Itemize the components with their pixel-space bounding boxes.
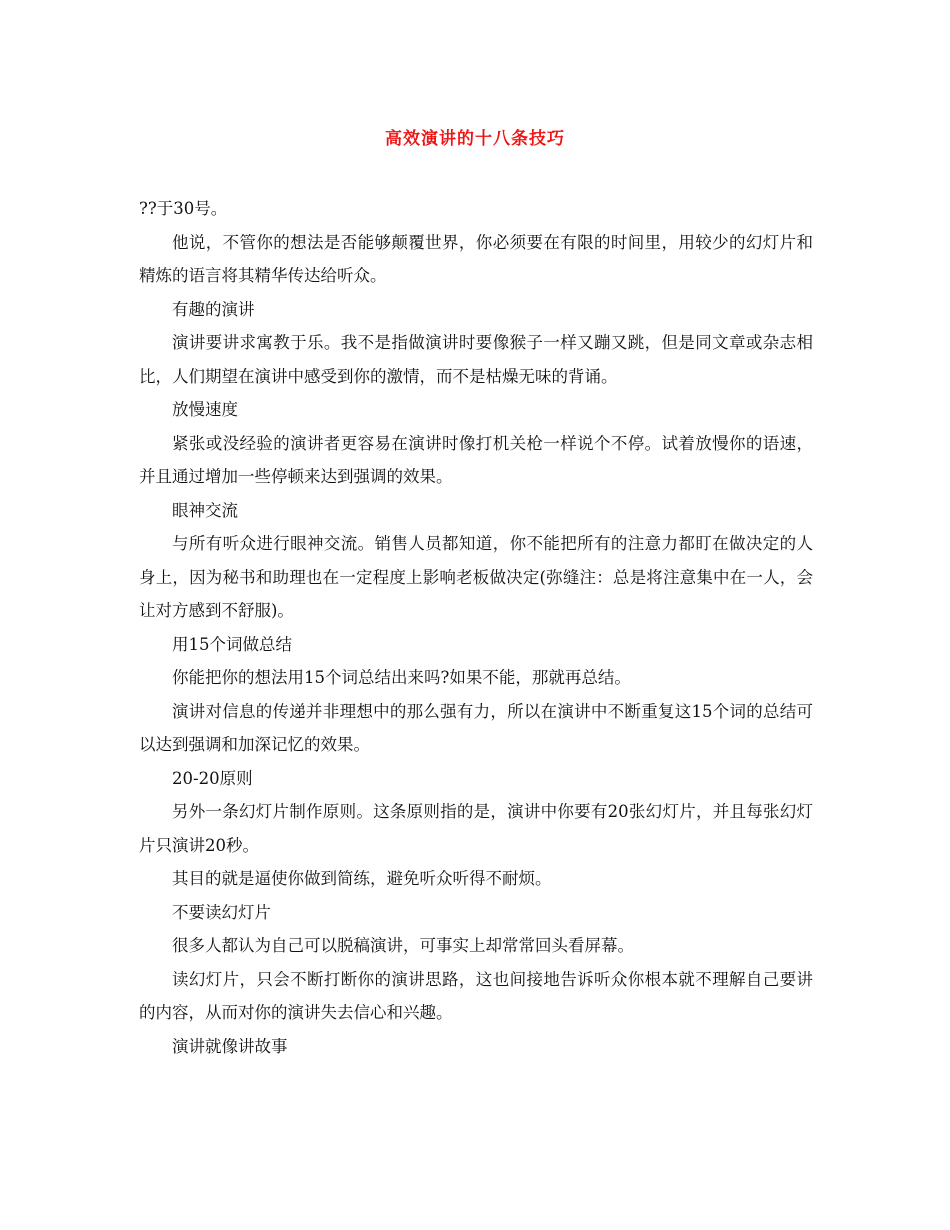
paragraph: 演讲对信息的传递并非理想中的那么强有力，所以在演讲中不断重复这15个词的总结可以达到强调和加深记忆的效果。 xyxy=(139,701,813,754)
paragraph: 读幻灯片，只会不断打断你的演讲思路，这也间接地告诉听众你根本就不理解自己要讲的内容，从而对你的演讲失去信心和兴趣。 xyxy=(139,969,813,1022)
paragraph: 另外一条幻灯片制作原则。这条原则指的是，演讲中你要有20张幻灯片，并且每张幻灯片只演讲20秒。 xyxy=(139,802,813,855)
section-heading: 放慢速度 xyxy=(172,400,238,419)
paragraph: ??于30号。 xyxy=(139,199,228,218)
section-heading: 眼神交流 xyxy=(172,500,238,520)
document-title: 高效演讲的十八条技巧 xyxy=(385,129,565,149)
paragraph: 与所有听众进行眼神交流。销售人员都知道，你不能把所有的注意力都盯在做决定的人身上，因为秘书和助理也在一定程度上影响老板做决定(弥缝注：总是将注意集中在一人，会让对方感到不舒服)。 xyxy=(139,534,813,620)
paragraph: 很多人都认为自己可以脱稿演讲，可事实上却常常回头看屏幕。 xyxy=(172,936,634,955)
document-body xyxy=(139,192,813,1063)
paragraph: 紧张或没经验的演讲者更容易在演讲时像打机关枪一样说个不停。试着放慢你的语速，并且通过增加一些停顿来达到强调的效果。 xyxy=(139,433,813,486)
section-heading: 20-20原则 xyxy=(172,768,253,788)
paragraph: 其目的就是逼使你做到简练，避免听众听得不耐烦。 xyxy=(172,869,552,888)
section-heading: 不要读幻灯片 xyxy=(172,902,271,922)
paragraph: 演讲要讲求寓教于乐。我不是指做演讲时要像猴子一样又蹦又跳，但是同文章或杂志相比，人们期望在演讲中感受到你的激情，而不是枯燥无味的背诵。 xyxy=(139,333,813,386)
paragraph: 你能把你的想法用15个词总结出来吗?如果不能，那就再总结。 xyxy=(172,668,631,687)
paragraph: 他说，不管你的想法是否能够颠覆世界，你必须要在有限的时间里，用较少的幻灯片和精炼的语言将其精华传达给听众。 xyxy=(139,232,813,285)
section-heading: 有趣的演讲 xyxy=(172,299,255,319)
section-heading: 演讲就像讲故事 xyxy=(172,1036,288,1056)
section-heading: 用15个词做总结 xyxy=(172,634,292,654)
